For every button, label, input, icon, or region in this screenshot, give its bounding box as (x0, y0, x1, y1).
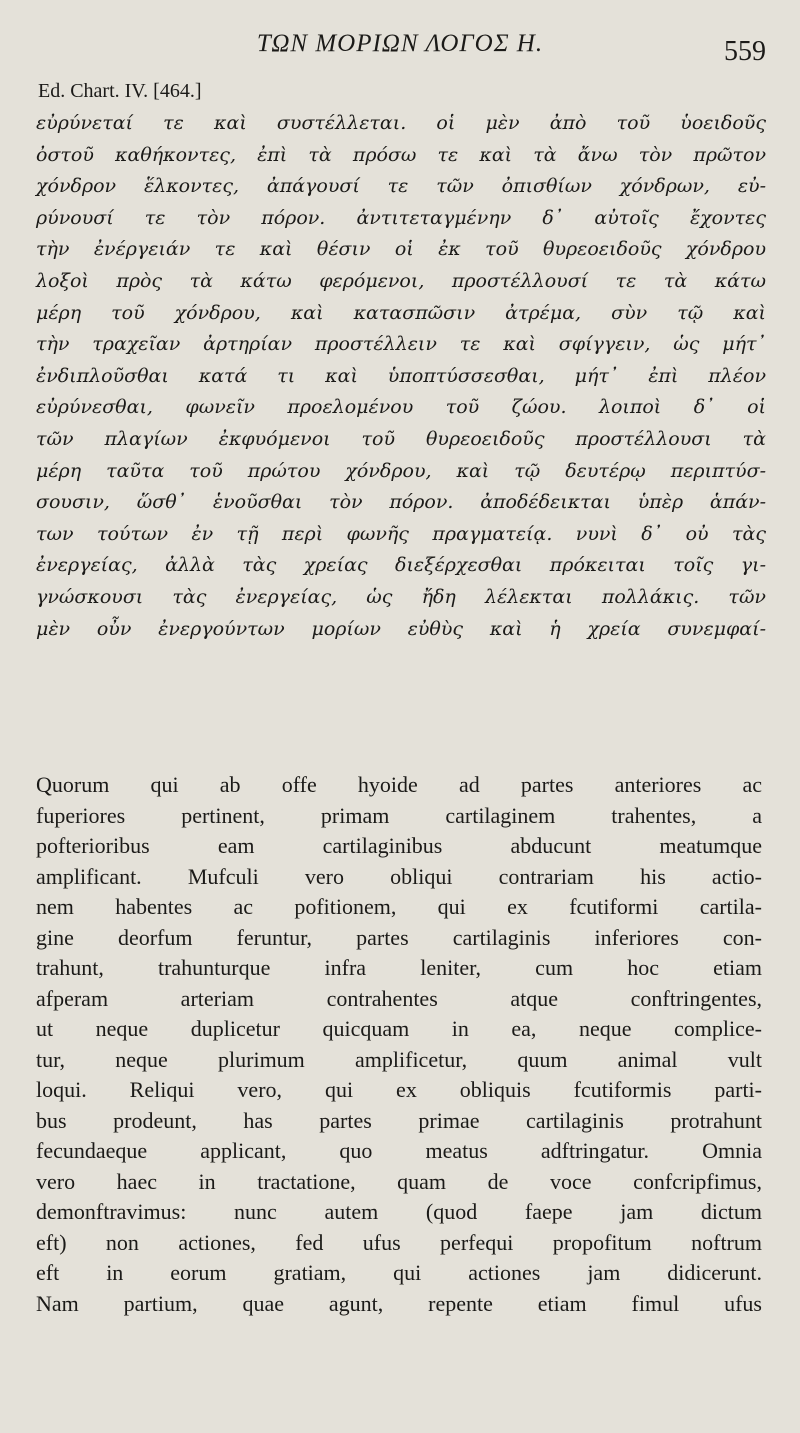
latin-line: gine deorfum feruntur, partes cartilaginis inferiores con- (36, 924, 762, 950)
greek-line: χόνδρον ἕλκοντες, ἀπάγουσί τε τῶν ὀπισθίων χόνδρων, εὐ- (36, 175, 766, 198)
latin-line: vero haec in tractatione, quam de voce confcripfimus, (36, 1168, 762, 1194)
latin-line: Quorum qui ab offe hyoide ad partes anteriores ac (36, 772, 762, 797)
greek-line: ρύνουσί τε τὸν πόρον. ἀντιτεταγμένην δ᾽ αὐτοῖς ἔχοντες (36, 206, 766, 229)
greek-line: τὴν ἐνέργειάν τε καὶ θέσιν οἱ ἐκ τοῦ θυρεοειδοῦς χόνδρου (36, 238, 766, 261)
greek-line: των τούτων ἐν τῇ περὶ φωνῆς πραγματείᾳ. νυνὶ δ᾽ οὐ τὰς (36, 522, 766, 545)
latin-line: bus prodeunt, has partes primae cartilaginis protrahunt (36, 1107, 762, 1133)
greek-line: εὐρύνεσθαι, φωνεῖν προελομένου τοῦ ζώου. λοιποὶ δ᾽ οἱ (36, 396, 766, 419)
latin-line: eft in eorum gratiam, qui actiones jam didicerunt. (36, 1260, 762, 1285)
latin-line: loqui. Reliqui vero, qui ex obliquis fcutiformis parti- (36, 1077, 762, 1102)
latin-line: pofterioribus eam cartilaginibus abducunt meatumque (36, 833, 762, 858)
greek-line: εὐρύνεταί τε καὶ συστέλλεται. οἱ μὲν ἀπὸ τοῦ ὑοειδοῦς (36, 112, 766, 134)
greek-line: σουσιν, ὥσθ᾽ ἑνοῦσθαι τὸν πόρον. ἀποδέδεικται ὑπὲρ ἁπάν- (36, 491, 766, 514)
latin-line: trahunt, trahunturque infra leniter, cum hoc etiam (36, 955, 762, 980)
latin-line: eft) non actiones, fed ufus perfequi propofitum noftrum (36, 1229, 762, 1255)
latin-line: ut neque duplicetur quicquam in ea, neque complice- (36, 1016, 762, 1041)
greek-line: ὀστοῦ καθήκοντες, ἐπὶ τὰ πρόσω τε καὶ τὰ ἄνω τὸν πρῶτον (36, 143, 766, 166)
greek-line: λοξοὶ πρὸς τὰ κάτω φερόμενοι, προστέλλουσί τε τὰ κάτω (36, 269, 766, 292)
latin-line: Nam partium, quae agunt, repente etiam fimul ufus (36, 1290, 762, 1316)
latin-line: afperam arteriam contrahentes atque conftringentes, (36, 985, 762, 1011)
greek-line: τῶν πλαγίων ἐκφυόμενοι τοῦ θυρεοειδοῦς προστέλλουσι τὰ (36, 427, 766, 450)
greek-line: γνώσκουσι τὰς ἐνεργείας, ὡς ἤδη λέλεκται πολλάκις. τῶν (36, 585, 766, 608)
greek-line: ἐνδιπλοῦσθαι κατά τι καὶ ὑποπτύσσεσθαι, μήτ᾽ ἐπὶ πλέον (36, 364, 766, 387)
latin-line: nem habentes ac pofitionem, qui ex fcutiformi cartila- (36, 894, 762, 919)
edition-reference: Ed. Chart. IV. [464.] (38, 80, 202, 102)
latin-line: tur, neque plurimum amplificetur, quum animal vult (36, 1046, 762, 1072)
latin-text (36, 770, 762, 1319)
greek-text (36, 108, 766, 645)
greek-line: μέρη ταῦτα τοῦ πρώτου χόνδρου, καὶ τῷ δευτέρῳ περιπτύσ- (36, 459, 766, 482)
greek-line: τὴν τραχεῖαν ἀρτηρίαν προστέλλειν τε καὶ σφίγγειν, ὡς μήτ᾽ (36, 333, 766, 356)
running-title: ΤΩΝ ΜΟΡΙΩΝ ΛΟΓΟΣ Η. (256, 30, 544, 57)
latin-line: demonftravimus: nunc autem (quod faepe jam dictum (36, 1199, 762, 1224)
page-number: 559 (724, 36, 766, 67)
latin-line: amplificant. Mufculi vero obliqui contrariam his actio- (36, 863, 762, 889)
greek-line: μὲν οὖν ἐνεργούντων μορίων εὐθὺς καὶ ἡ χρεία συνεμφαί- (36, 617, 766, 640)
greek-line: μέρη τοῦ χόνδρου, καὶ κατασπῶσιν ἀτρέμα, σὺν τῷ καὶ (36, 301, 766, 324)
latin-line: fecundaeque applicant, quo meatus adftringatur. Omnia (36, 1138, 762, 1163)
latin-line: fuperiores pertinent, primam cartilaginem trahentes, a (36, 802, 762, 828)
greek-line: ἐνεργείας, ἀλλὰ τὰς χρείας διεξέρχεσθαι πρόκειται τοῖς γι- (36, 554, 766, 577)
